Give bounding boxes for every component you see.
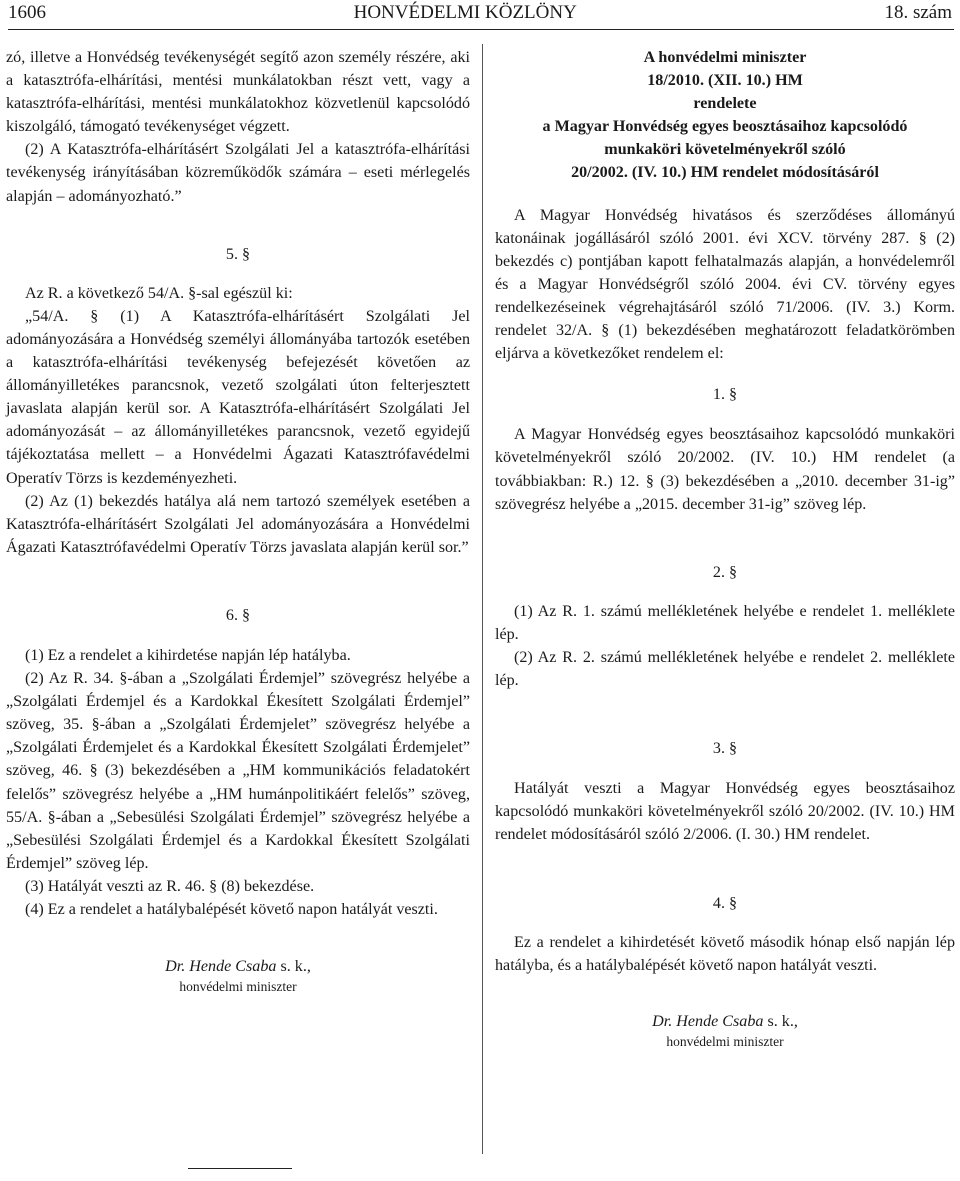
paragraph: (4) Ez a rendelet a hatálybalépését követő napon hatályát veszti. (25, 901, 438, 918)
signatory-title: honvédelmi miniszter (666, 1033, 784, 1049)
right-column (495, 46, 955, 1051)
paragraph: (2) Az R. 2. számú mellékletének helyébe e rendelet 2. melléklete lép. (495, 648, 955, 690)
journal-title: HONVÉDELMI KÖZLÖNY (353, 2, 577, 23)
section-heading: 6. § (225, 606, 251, 624)
left-column (6, 46, 470, 996)
decree-title-line: rendelete (693, 95, 757, 113)
section-heading: 1. § (712, 386, 738, 404)
issue-number: 18. szám (884, 2, 952, 23)
decree-title-line: a Magyar Honvédség egyes beosztásaihoz kapcsolódó (542, 118, 908, 136)
signatory-suffix: s. k., (276, 958, 311, 976)
section-heading: 2. § (712, 563, 738, 581)
decree-title-line: 20/2002. (IV. 10.) HM rendelet módosításáról (571, 164, 879, 182)
decree-title-line: munkaköri követelményekről szóló (604, 141, 846, 159)
decree-title-line: 18/2010. (XII. 10.) HM (647, 72, 803, 90)
header-rule (8, 29, 954, 30)
paragraph: Ez a rendelet a kihirdetését követő második hónap első napján lép hatályba, és a hatálybalépését követő napon hatályát veszti. (495, 933, 955, 974)
paragraph: „54/A. § (1) A Katasztrófa-elhárításért Szolgálati Jel adományozására a Honvédség személyi állományába tartozók esetében a katasztrófa-elhárítási tevékenység befejezését követően az állományilletékes parancsnok, vezető szolgálati úton felterjesztett javaslata alapján kerül sor. A Katasztrófa-elhárításért Szolgálati Jel adományozását – az állományilletékes parancsnok, vezető egyidejű tájékoztatása mellett – a Honvédelmi Ágazati Katasztrófavédelmi Operatív Törzs is kezdeményezheti. (6, 307, 470, 487)
page-number: 1606 (8, 2, 46, 23)
signature (495, 1010, 955, 1033)
page-header (8, 2, 952, 28)
paragraph: zó, illetve a Honvédség tevékenységét segítő azon személy részére, aki a katasztrófa-elhárítási, mentési munkálatokban részt vett, vagy a katasztrófa-elhárítási, mentési munkálatokhoz közvetlenül kapcsolódó kiszolgáló, támogató tevékenységet végzett. (6, 49, 470, 136)
signatory-title: honvédelmi miniszter (179, 979, 297, 995)
section-heading: 5. § (225, 245, 251, 263)
decree-title-line: A honvédelmi miniszter (643, 49, 807, 66)
paragraph: (2) A Katasztrófa-elhárításért Szolgálati Jel a katasztrófa-elhárítási tevékenység irányításában közreműködők számára – eseti mérlegelés alapján – adományozható.” (6, 141, 470, 205)
preamble: A Magyar Honvédség hivatásos és szerződéses állományú katonáinak jogállásáról szóló 2001. évi XCV. törvény 287. § (2) bekezdés c) pontjában kapott felhatalmazás alapján, a honvédelemről és a Magyar Honvédségről szóló 2004. évi CV. törvény egyes rendelkezéseinek végrehajtásáról szóló 71/2006. (IV. 3.) Korm. rendelet 32/A. § (1) bekezdésében meghatározott feladatkörömben eljárva a következőket rendelem el: (495, 206, 955, 363)
signatory-name: Dr. Hende Csaba (652, 1012, 764, 1030)
paragraph: (2) Az (1) bekezdés hatálya alá nem tartozó személyek esetében a Katasztrófa-elhárításért Szolgálati Jel adományozására a Honvédelmi Ágazati Katasztrófavédelmi Operatív Törzs javaslata alapján kerül sor.” (6, 492, 470, 556)
signatory-name: Dr. Hende Csaba (165, 958, 277, 976)
footer-rule (188, 1168, 292, 1169)
section-heading: 4. § (712, 894, 738, 912)
paragraph: (1) Ez a rendelet a kihirdetése napján lép hatályba. (25, 646, 351, 664)
paragraph: (2) Az R. 34. §-ában a „Szolgálati Érdemjel” szövegrész helyébe a „Szolgálati Érdemjel és a Kardokkal Ékesített Szolgálati Érdemjel” szöveg, 35. §-ában a „Szolgálati Érdemjelet” szövegrész helyébe a „Szolgálati Érdemjelet és a Kardokkal Ékesített Szolgálati Érdemjelet” szöveg, 46. § (3) bekezdésében a „HM kommunikációs feladatokért felelős” szövegrész helyébe a „HM humánpolitikáért felelős” szöveg, 55/A. §-ában a „Sebesülési Szolgálati Érdemjel” szövegrész helyébe a „Sebesülési Szolgálati Érdemjel és a Kardokkal Ékesített Szolgálati Érdemjel” szöveg lép. (6, 670, 470, 872)
section-heading: 3. § (712, 740, 738, 758)
paragraph: Hatályát veszti a Magyar Honvédség egyes beosztásaihoz kapcsolódó munkaköri követelményekről szóló 20/2002. (IV. 10.) HM rendelet módosításáról szóló 2/2006. (I. 30.) HM rendelet. (495, 780, 955, 844)
paragraph: A Magyar Honvédség egyes beosztásaihoz kapcsolódó munkaköri követelményekről szóló 20/2002. (IV. 10.) HM rendelet (a továbbiakban: R.) 12. § (3) bekezdésében a „2010. december 31-ig” szövegrész helyébe a „2015. december 31-ig” szöveg lép. (495, 426, 955, 513)
paragraph: Az R. a következő 54/A. §-sal egészül ki: (25, 284, 293, 302)
signature (6, 955, 470, 978)
paragraph: (1) Az R. 1. számú mellékletének helyébe e rendelet 1. melléklete lép. (495, 602, 955, 643)
paragraph: (3) Hatályát veszti az R. 46. § (8) bekezdése. (25, 877, 315, 895)
column-divider (482, 44, 483, 1154)
signatory-suffix: s. k., (763, 1012, 798, 1030)
